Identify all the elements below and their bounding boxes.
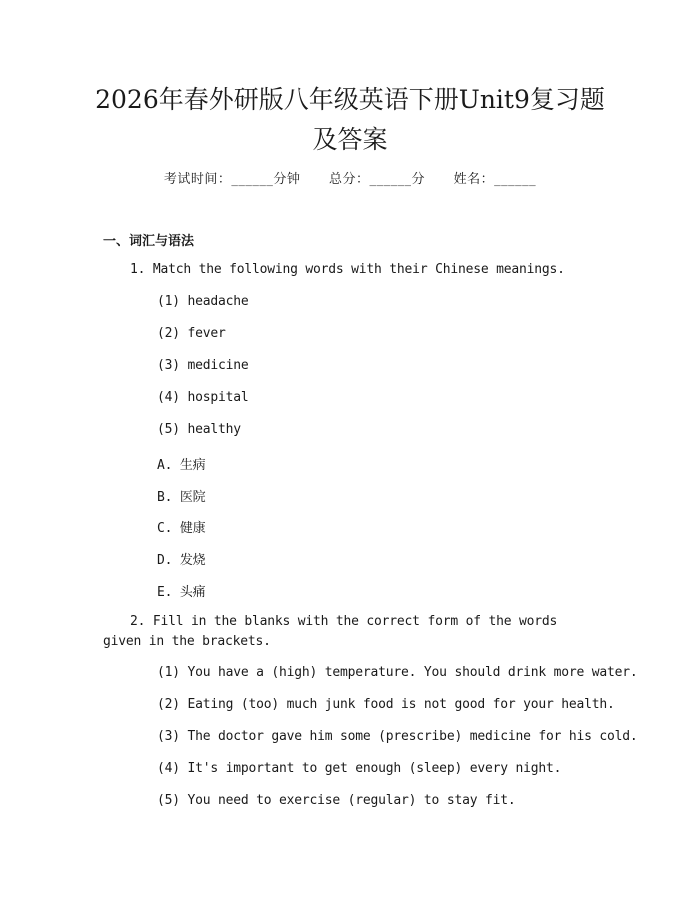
- blank-item-4: (4) It's important to get enough (sleep) every night.: [157, 761, 562, 776]
- question-1: 1. Match the following words with their Chinese meanings.: [130, 262, 565, 277]
- blank-item-3: (3) The doctor gave him some (prescribe) medicine for his cold.: [157, 729, 638, 744]
- question-2: 2. Fill in the blanks with the correct form of the words given in the brackets.: [103, 614, 558, 649]
- match-word-5: (5) healthy: [157, 422, 241, 437]
- match-word-2: (2) fever: [157, 326, 226, 341]
- match-word-4: (4) hospital: [157, 390, 249, 405]
- match-word-1: (1) headache: [157, 294, 249, 309]
- exam-time: 考试时间：______分钟: [163, 172, 301, 187]
- match-word-3: (3) medicine: [157, 358, 249, 373]
- blank-item-1: (1) You have a (high) temperature. You should drink more water.: [157, 665, 638, 680]
- blank-item-5: (5) You need to exercise (regular) to stay fit.: [157, 793, 516, 808]
- document-title: 2026年春外研版八年级英语下册Unit9复习题及答案: [95, 85, 605, 154]
- student-name: 姓名：______: [453, 172, 537, 187]
- meaning-c: C. 健康: [157, 521, 206, 536]
- meaning-e: E. 头痛: [157, 585, 206, 600]
- exam-info: [0, 168, 700, 187]
- exam-score: 总分：______分: [328, 172, 425, 187]
- meaning-a: A. 生病: [157, 458, 206, 473]
- blank-item-2: (2) Eating (too) much junk food is not good for your health.: [157, 697, 615, 712]
- section-heading: 一、词汇与语法: [103, 234, 195, 249]
- meaning-b: B. 医院: [157, 490, 206, 505]
- meaning-d: D. 发烧: [157, 553, 206, 568]
